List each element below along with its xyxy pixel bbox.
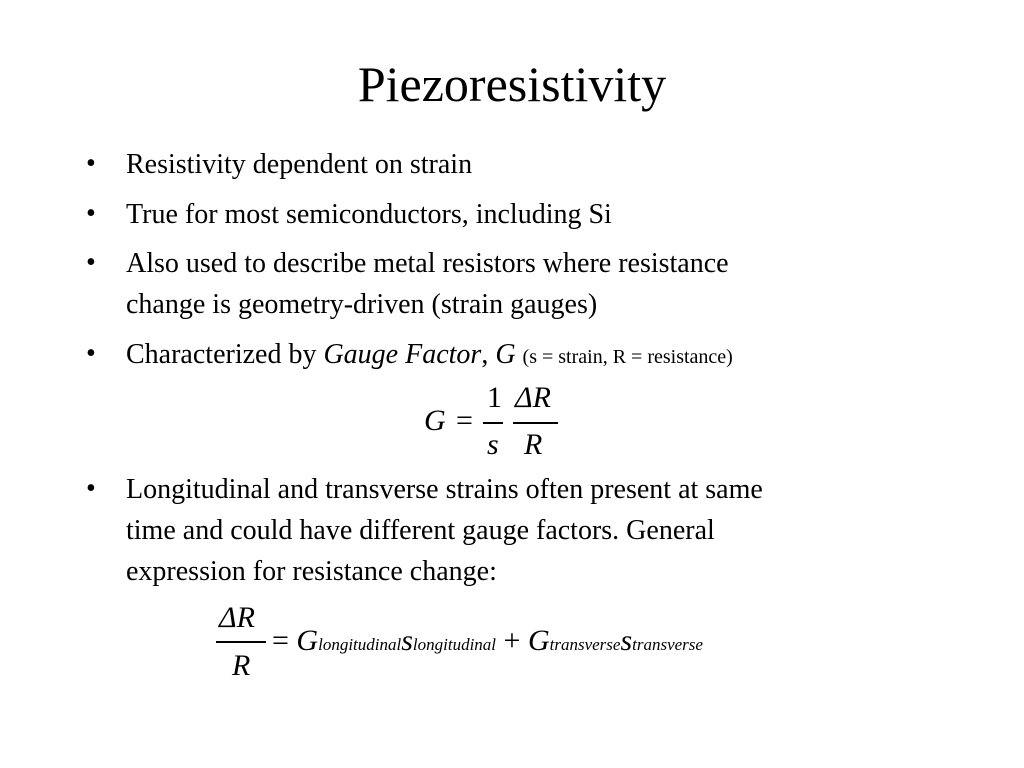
gauge-factor-term: Gauge Factor: [323, 339, 482, 370]
definition-note: (s = strain, R = resistance): [522, 346, 733, 368]
resistance-change-formula: [214, 598, 814, 690]
gauge-factor-formula: [418, 381, 578, 464]
g-transverse: G: [527, 624, 550, 657]
formula-equals: =: [272, 624, 289, 657]
bullet-text: True for most semiconductors, including Si: [126, 199, 612, 230]
subscript-transverse: transverse: [549, 635, 621, 654]
fraction1-bar: [483, 422, 503, 424]
formula-lhs: G: [424, 404, 446, 437]
bullet-text-continuation: expression for resistance change:: [126, 556, 497, 587]
bullet-text-continuation: change is geometry-driven (strain gauges): [126, 289, 598, 320]
bullet-marker: •: [86, 473, 96, 504]
formula-numerator: ΔR: [219, 601, 255, 634]
gauge-factor-symbol: G: [495, 339, 516, 370]
subscript-longitudinal: longitudinal: [318, 635, 402, 654]
fraction-bar: [216, 641, 266, 643]
formula-rhs: [272, 624, 703, 662]
bullet-marker: •: [86, 247, 96, 278]
fraction1-numerator: 1: [487, 381, 502, 414]
g-longitudinal: G: [296, 624, 319, 657]
bullet-text-gauge-factor: [126, 334, 926, 378]
bullet-text-part: ,: [481, 339, 496, 370]
bullet-marker: •: [86, 148, 96, 179]
bullet-marker: •: [86, 338, 96, 369]
subscript-transverse: transverse: [632, 635, 703, 654]
bullet-text-continuation: time and could have different gauge factors. General: [126, 515, 715, 546]
formula-denominator: R: [232, 649, 251, 682]
fraction2-denominator: R: [524, 428, 543, 461]
fraction2-bar: [513, 422, 558, 424]
bullet-text: Also used to describe metal resistors where resistance: [126, 248, 729, 279]
formula-plus: +: [503, 624, 521, 657]
s-transverse: s: [620, 624, 633, 657]
s-longitudinal: s: [401, 624, 413, 657]
bullet-text-part: Characterized by: [126, 339, 324, 370]
subscript-longitudinal: longitudinal: [412, 635, 497, 654]
fraction2-numerator: ΔR: [515, 381, 551, 414]
bullet-text: Longitudinal and transverse strains often present at same: [126, 474, 763, 505]
fraction1-denominator: s: [487, 428, 499, 461]
formula-equals: =: [456, 404, 473, 437]
slide-title: Piezoresistivity: [357, 56, 667, 112]
bullet-text: Resistivity dependent on strain: [126, 149, 473, 180]
bullet-marker: •: [86, 198, 96, 229]
